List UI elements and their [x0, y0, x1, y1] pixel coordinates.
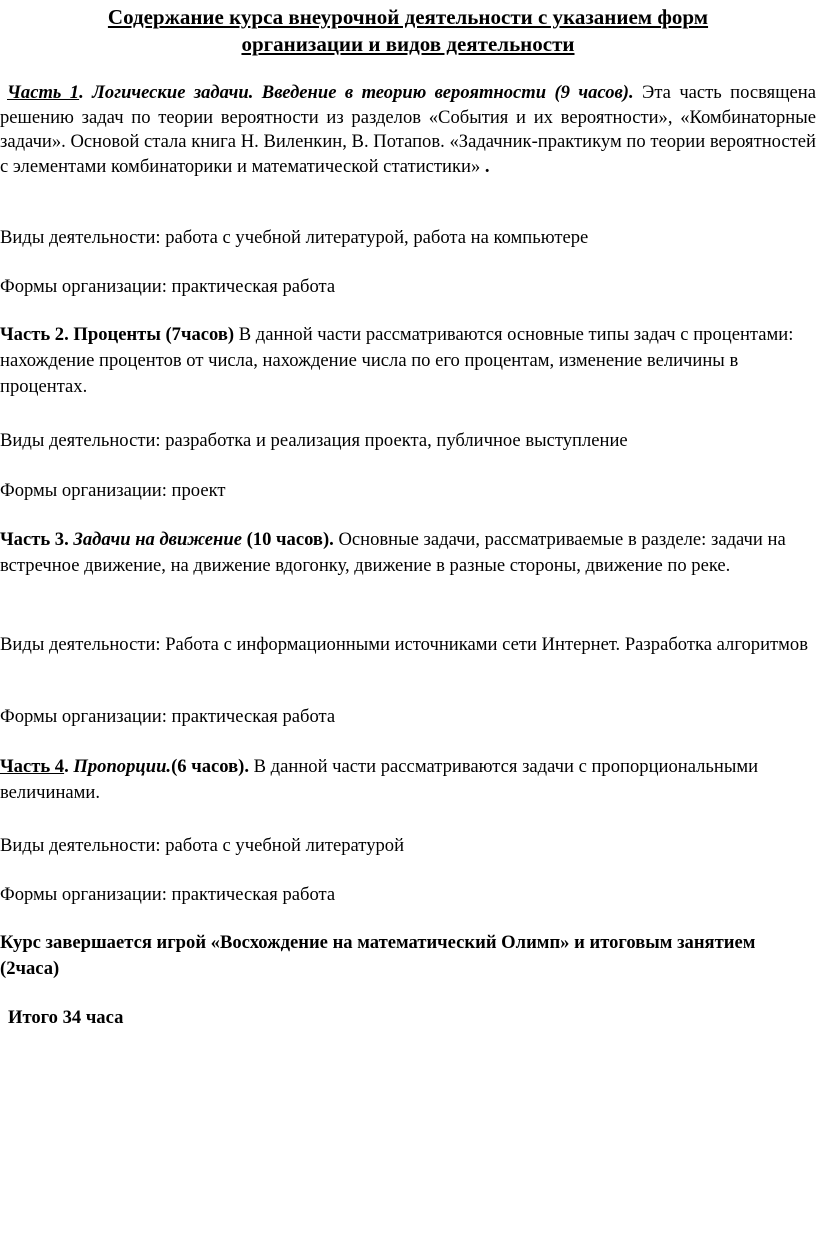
part3-activities: Виды деятельности: Работа с информационными источниками сети Интернет. Разработка алгоритмов [0, 634, 808, 655]
part4-forms: Формы организации: практическая работа [0, 884, 336, 905]
course-total: Итого 34 часа [8, 1007, 124, 1028]
part4-sep: . [64, 756, 74, 777]
part1-activities: Виды деятельности: работа с учебной литературой, работа на компьютере [0, 227, 589, 248]
part1-heading: Логические задачи. Введение в теорию вероятности (9 часов). [92, 82, 634, 103]
part1-tail: . [480, 155, 490, 177]
part4-hours: (6 часов). [171, 756, 249, 777]
part3-hours: (10 часов). [241, 529, 334, 550]
title-line-2: организации и видов деятельности [241, 32, 575, 56]
part1-sep: . [79, 82, 93, 103]
page-title [0, 4, 816, 58]
part1-text: Эта часть посвящена решению задач по теории вероятности из разделов «События и их вероятности», «Комбинаторные задачи». Основой стала книга Н. Виленкин, В. Потапов. «Задачник-практикум по теории вероятностей с элементами комбинаторики и математической статистики» [0, 82, 816, 177]
part3-text: Основные задачи, рассматриваемые в разделе: задачи на встречное движение, на движение вдогонку, движение в разные стороны, движение по реке. [0, 529, 786, 576]
part3-topic: Задачи на движение [73, 529, 242, 550]
part3-label: Часть 3. [0, 529, 74, 550]
part1-label: Часть 1 [7, 82, 80, 103]
part4-text: В данной части рассматриваются задачи с пропорциональными величинами. [0, 756, 759, 803]
part1-forms: Формы организации: практическая работа [0, 276, 336, 297]
part2-activities: Виды деятельности: разработка и реализация проекта, публичное выступление [0, 430, 628, 451]
part2-text: В данной части рассматриваются основные типы задач с процентами: нахождение процентов от числа, нахождение числа по его процентам, изменение величины в процентах. [0, 324, 794, 397]
part4-label: Часть 4 [0, 756, 65, 777]
part3-paragraph [0, 527, 816, 579]
part1-paragraph [0, 81, 816, 179]
part4-paragraph [0, 754, 816, 806]
part2-forms: Формы организации: проект [0, 480, 226, 501]
course-conclusion: Курс завершается игрой «Восхождение на математический Олимп» и итоговым занятием (2часа) [0, 932, 756, 979]
part2-heading: Часть 2. Проценты (7часов) [0, 324, 235, 345]
part3-forms: Формы организации: практическая работа [0, 706, 336, 727]
part4-topic: Пропорции. [73, 756, 172, 777]
part4-activities: Виды деятельности: работа с учебной литературой [0, 835, 405, 856]
title-line-1: Содержание курса внеурочной деятельности с указанием форм [107, 5, 709, 29]
part2-paragraph [0, 322, 816, 400]
